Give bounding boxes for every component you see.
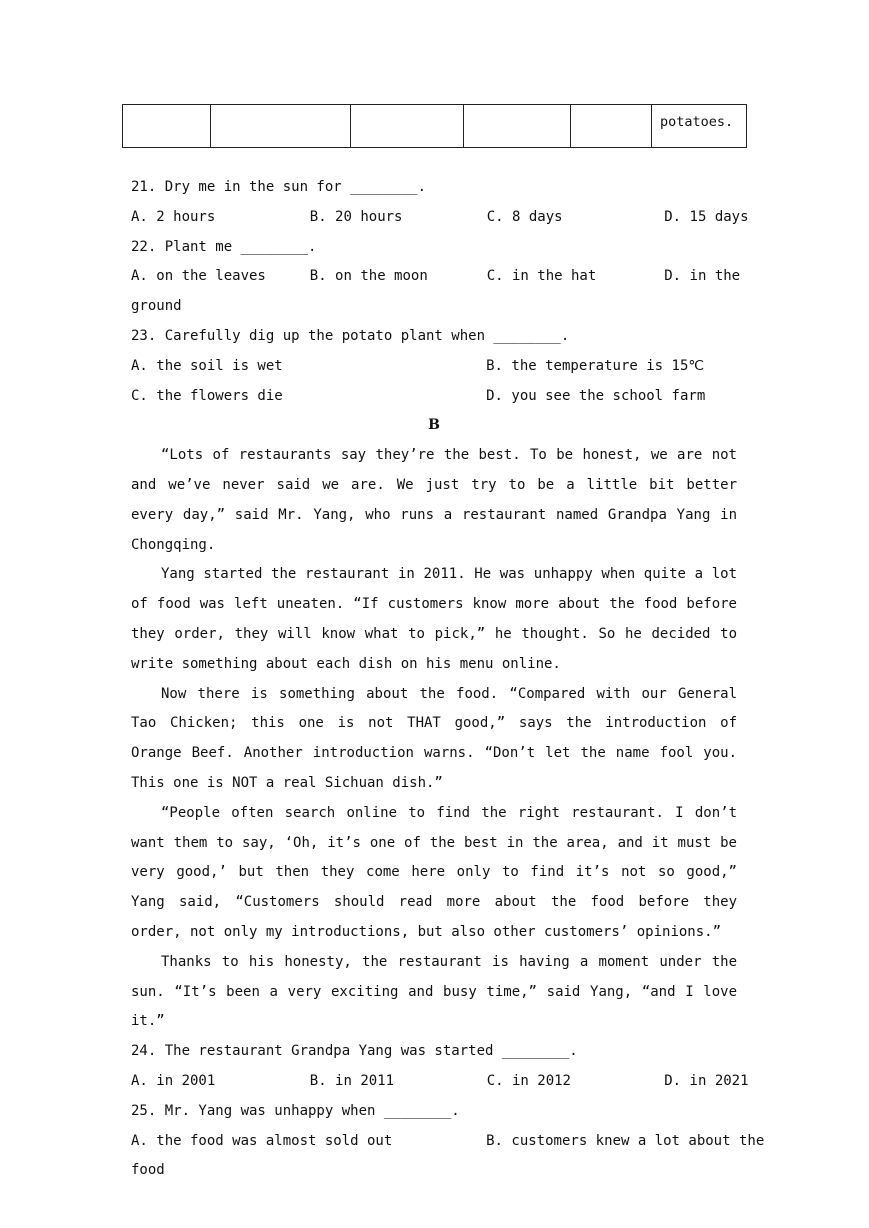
- option-b-continued: food: [131, 1162, 165, 1179]
- passage-paragraph-1: “Lots of restaurants say they’re the best. To be honest, we are not and we’ve never said we are. We just try to be a little bit better every day,” said Mr. Yang, who runs a restaurant named Grandpa Yang in Chongqing.: [131, 447, 737, 553]
- option-b: B. 20 hours: [309, 208, 403, 225]
- option-c: C. 8 days: [486, 208, 563, 225]
- option-d: D. you see the school farm: [486, 387, 706, 404]
- table-row: [123, 105, 747, 148]
- option-b: B. customers knew a lot about the: [486, 1132, 765, 1149]
- passage-paragraph-5: Thanks to his honesty, the restaurant is having a moment under the sun. “It’s been a very exciting and busy time,” said Yang, “and I love it.”: [131, 953, 737, 1030]
- option-b: B. on the moon: [309, 268, 428, 285]
- question-23-stem: 23. Carefully dig up the potato plant when ________.: [131, 327, 570, 344]
- passage-paragraph-4: “People often search online to find the right restaurant. I don’t want them to say, ‘Oh, it’s one of the best in the area, and it must be very good,’ but then they come here only to find it’s not so good,” Yang said, “Customers should read more about the food before they order, not only my introductions, but also other customers’ opinions.”: [131, 804, 737, 940]
- potato-steps-table-fragment: [122, 104, 747, 148]
- question-25-stem: 25. Mr. Yang was unhappy when ________.: [131, 1102, 460, 1119]
- option-a: A. 2 hours: [131, 208, 216, 225]
- option-c: C. in the hat: [486, 268, 597, 285]
- option-d: D. in 2021: [664, 1072, 749, 1089]
- table-cell: [571, 105, 652, 148]
- option-d-continued: ground: [131, 298, 182, 315]
- question-22-stem: 22. Plant me ________.: [131, 238, 317, 255]
- table-cell: [351, 105, 464, 148]
- option-d: D. 15 days: [664, 208, 749, 225]
- passage-paragraph-3: Now there is something about the food. “Compared with our General Tao Chicken; this one is not THAT good,” says the introduction of Orange Beef. Another introduction warns. “Don’t let the name fool you. This one is NOT a real Sichuan dish.”: [131, 685, 737, 791]
- option-a: A. on the leaves: [131, 268, 266, 285]
- option-a: A. the food was almost sold out: [131, 1132, 393, 1149]
- table-cell: [464, 105, 571, 148]
- main-content: [131, 173, 765, 1186]
- question-21-stem: 21. Dry me in the sun for ________.: [131, 179, 427, 195]
- question-22-options: [131, 262, 741, 292]
- option-d: D. in the: [664, 268, 741, 285]
- question-24-options: [131, 1067, 749, 1097]
- option-b: B. the temperature is 15℃: [486, 357, 705, 374]
- option-a: A. in 2001: [131, 1072, 216, 1089]
- option-c: C. the flowers die: [131, 387, 283, 404]
- question-25-options: [131, 1127, 765, 1157]
- option-a: A. the soil is wet: [131, 357, 283, 374]
- option-b: B. in 2011: [309, 1072, 395, 1089]
- table-cell: [123, 105, 211, 148]
- question-21-options: [131, 203, 749, 233]
- table-cell: potatoes.: [652, 105, 747, 148]
- section-heading: B: [428, 417, 440, 434]
- question-23-options-row2: [131, 382, 737, 412]
- table-cell: [211, 105, 351, 148]
- question-24-stem: 24. The restaurant Grandpa Yang was started ________.: [131, 1043, 578, 1060]
- option-c: C. in 2012: [486, 1072, 571, 1089]
- question-23-options-row1: [131, 352, 737, 382]
- passage-paragraph-2: Yang started the restaurant in 2011. He was unhappy when quite a lot of food was left uneaten. “If customers know more about the food before they order, they will know what to pick,” he thought. So he decided to write something about each dish on his menu online.: [131, 566, 737, 672]
